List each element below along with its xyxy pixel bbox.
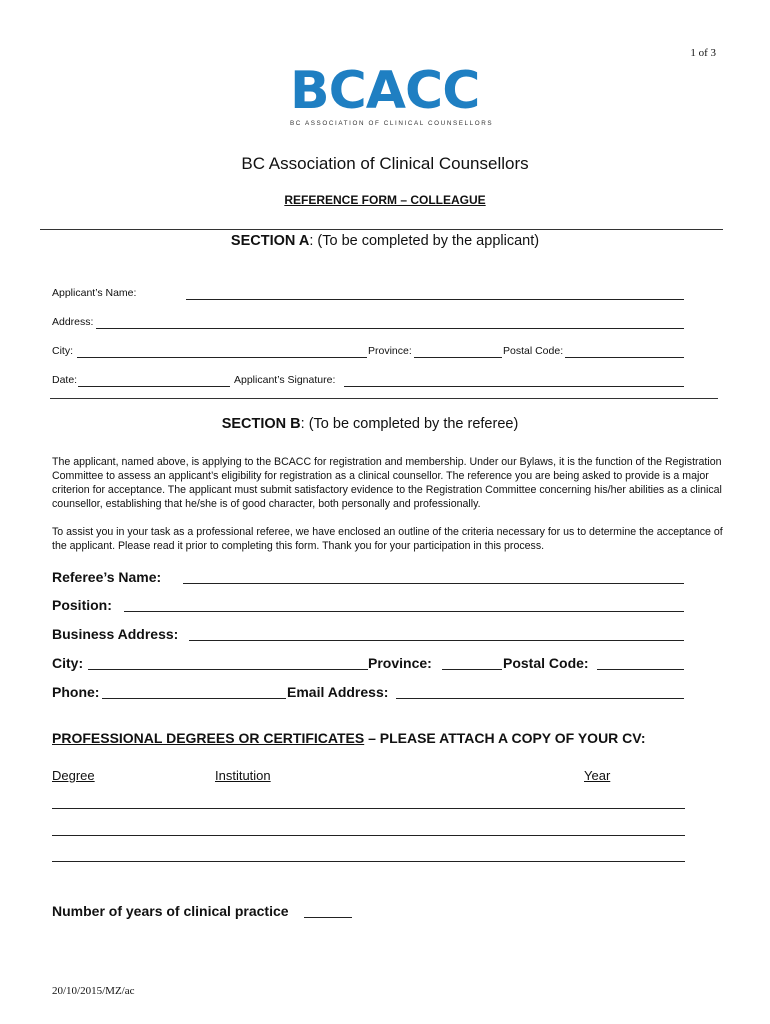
date-field[interactable] — [78, 386, 230, 387]
business-address-label: Business Address: — [52, 626, 179, 642]
divider-top — [40, 229, 723, 230]
applicant-name-label: Applicant’s Name: — [52, 287, 137, 299]
postal-code-label: Postal Code: — [503, 345, 564, 357]
years-practice-field[interactable] — [304, 917, 352, 918]
province-field[interactable] — [414, 357, 502, 358]
column-institution: Institution — [215, 768, 271, 783]
referee-name-row — [52, 569, 684, 589]
address-field[interactable] — [96, 328, 684, 329]
column-degree: Degree — [52, 768, 95, 783]
section-b-heading — [0, 416, 740, 432]
years-practice-label: Number of years of clinical practice — [52, 903, 289, 919]
form-title: REFERENCE FORM – COLLEAGUE — [284, 193, 486, 207]
applicant-name-field[interactable] — [186, 299, 684, 300]
section-b-title: SECTION B — [221, 416, 301, 432]
degree-line-1[interactable] — [52, 808, 685, 809]
referee-city-row — [52, 655, 684, 675]
section-a-subtitle: : (To be completed by the applicant) — [309, 233, 540, 249]
province-label: Province: — [368, 345, 412, 357]
section-a-heading — [0, 233, 770, 249]
criteria-paragraph — [52, 525, 732, 553]
referee-postal-code-field[interactable] — [597, 669, 684, 670]
degrees-heading — [52, 730, 646, 746]
city-field[interactable] — [77, 357, 367, 358]
date-row — [52, 374, 684, 390]
position-field[interactable] — [124, 611, 684, 612]
position-row — [52, 597, 684, 617]
degrees-heading-rest: – PLEASE ATTACH A COPY OF YOUR CV: — [364, 730, 646, 746]
referee-name-label: Referee’s Name: — [52, 569, 162, 585]
address-row — [52, 316, 684, 332]
phone-email-row — [52, 684, 684, 704]
intro-paragraph — [52, 455, 732, 511]
signature-label: Applicant’s Signature: — [234, 374, 336, 386]
footer-code: 20/10/2015/MZ/ac — [52, 985, 135, 997]
postal-code-field[interactable] — [565, 357, 684, 358]
section-a-title: SECTION A — [230, 233, 310, 249]
years-practice-row — [52, 903, 372, 923]
signature-field[interactable] — [344, 386, 684, 387]
degree-line-2[interactable] — [52, 835, 685, 836]
logo-wordmark: BCACC — [290, 61, 480, 121]
city-label: City: — [52, 345, 73, 357]
logo-subtitle: BC ASSOCIATION OF CLINICAL COUNSELLORS — [290, 120, 494, 127]
date-label: Date: — [52, 374, 78, 386]
city-row — [52, 345, 684, 361]
intro-text: The applicant, named above, is applying to the BCACC for registration and membership. Under our Bylaws, it is the function of the Registration Committee to assess an applicant’s eligibility for registration as a clinical counsellor. The reference you are being asked to provide is a major criterion for acceptance. The applicant must submit satisfactory evidence to the Registration Committee concerning his/her abilities as a clinical counsellor, establishing that he/she is of good character, both personally and professionally. — [52, 456, 722, 510]
phone-field[interactable] — [102, 698, 286, 699]
business-address-field[interactable] — [189, 640, 684, 641]
section-b-subtitle: : (To be completed by the referee) — [300, 416, 519, 432]
degree-line-3[interactable] — [52, 861, 685, 862]
referee-city-field[interactable] — [88, 669, 368, 670]
page-number: 1 of 3 — [690, 47, 716, 59]
referee-province-field[interactable] — [442, 669, 502, 670]
column-year: Year — [584, 768, 611, 783]
position-label: Position: — [52, 597, 112, 613]
phone-label: Phone: — [52, 684, 100, 700]
referee-city-label: City: — [52, 655, 84, 671]
bcacc-logo — [290, 61, 494, 130]
email-label: Email Address: — [287, 684, 389, 700]
org-name: BC Association of Clinical Counsellors — [241, 154, 529, 173]
address-label: Address: — [52, 316, 94, 328]
applicant-name-row — [52, 287, 684, 303]
email-field[interactable] — [396, 698, 684, 699]
degrees-heading-underlined: PROFESSIONAL DEGREES OR CERTIFICATES — [52, 730, 365, 746]
referee-postal-code-label: Postal Code: — [503, 655, 589, 671]
referee-name-field[interactable] — [183, 583, 684, 584]
business-address-row — [52, 626, 684, 646]
referee-province-label: Province: — [368, 655, 432, 671]
divider-middle — [50, 398, 718, 399]
criteria-text: To assist you in your task as a professional referee, we have enclosed an outline of the criteria necessary for us to determine the acceptance of the applicant. Please read it prior to completing this form. Thank you for your participation in this process. — [52, 526, 723, 552]
